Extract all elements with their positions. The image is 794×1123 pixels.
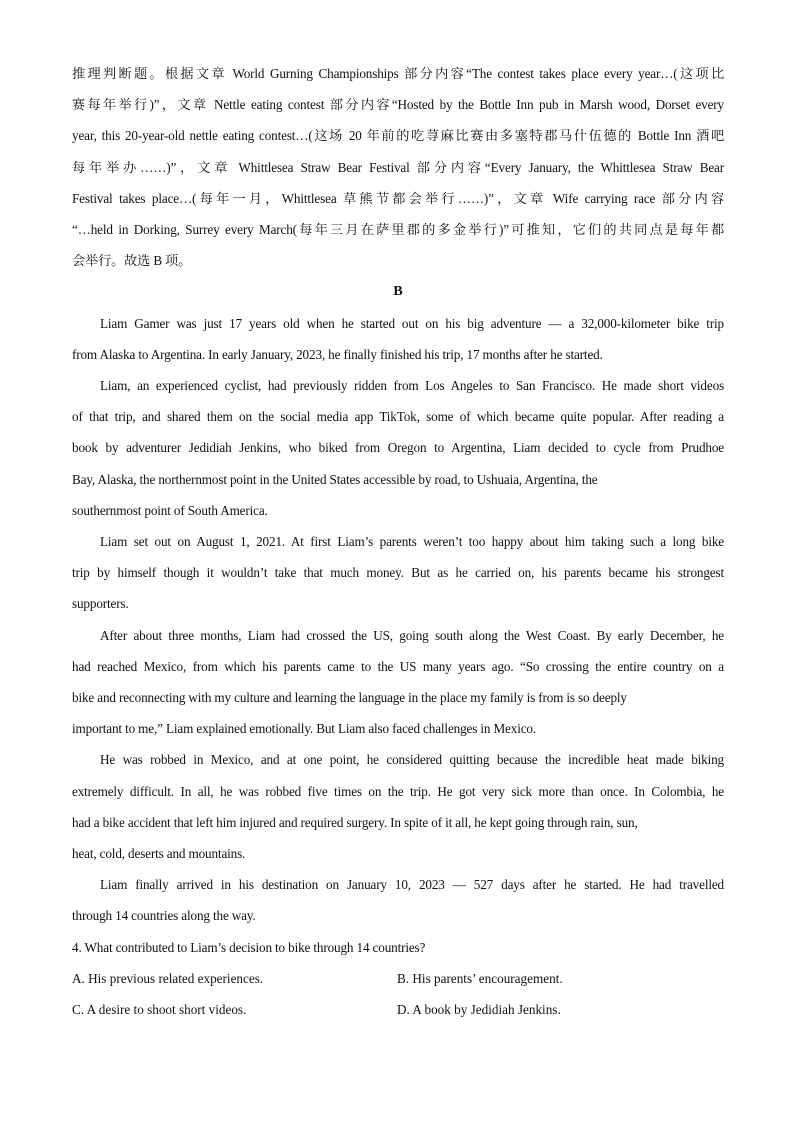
passage-line: Bay, Alaska, the northernmost point in the United States accessible by road, to Ushuaia, Argentina, the bbox=[72, 471, 598, 487]
passage-line: heat, cold, deserts and mountains. bbox=[72, 846, 246, 862]
passage-line: trip by himself though it wouldn’t take that much money. But as he carried on, his parents became his strongest bbox=[72, 565, 724, 581]
explanation-line: “…held in Dorking, Surrey every March(每年三月在萨里郡的多金举行)”可推知，它们的共同点是每年都 bbox=[72, 222, 724, 238]
passage-line: from Alaska to Argentina. In early January, 2023, he finally finished his trip, 17 months after he started. bbox=[72, 346, 603, 362]
passage-line: of that trip, and shared them on the social media app TikTok, some of which became quite popular. After reading a bbox=[72, 409, 724, 425]
passage-line: through 14 countries along the way. bbox=[72, 908, 256, 924]
explanation-block bbox=[72, 58, 724, 276]
passage-line: extremely difficult. In all, he was robbed five times on the trip. He got very sick more than once. In Colombia, he bbox=[72, 783, 724, 799]
passage-line: book by adventurer Jedidiah Jenkins, who biked from Oregon to Argentina, Liam decided to cycle from Prudhoe bbox=[72, 440, 724, 456]
explanation-line: Festival takes place…(每年一月，Whittlesea 草熊节都会举行……)”，文章 Wife carrying race 部分内容 bbox=[72, 190, 724, 206]
explanation-line: 赛每年举行)”，文章 Nettle eating contest 部分内容“Hosted by the Bottle Inn pub in Marsh wood, Dorset every bbox=[72, 97, 724, 113]
passage-line: bike and reconnecting with my culture and learning the language in the place my family is from is so deeply bbox=[72, 690, 627, 706]
explanation-line: year, this 20-year-old nettle eating contest…(这场 20 年前的吃荨麻比赛由多塞特郡马什伍德的 Bottle Inn 酒吧 bbox=[72, 128, 724, 144]
passage-line: southernmost point of South America. bbox=[72, 502, 268, 518]
passage-line: important to me,” Liam explained emotionally. But Liam also faced challenges in Mexico. bbox=[72, 721, 536, 737]
explanation-line: 会举行。故选 B 项。 bbox=[72, 253, 192, 269]
passage-line: Liam Gamer was just 17 years old when he started out on his big adventure — a 32,000-kilometer bike trip bbox=[100, 315, 724, 331]
passage-line: He was robbed in Mexico, and at one point, he considered quitting because the incredible heat made biking bbox=[100, 752, 724, 768]
passage-block bbox=[72, 308, 724, 932]
question-stem: 4. What contributed to Liam’s decision to bike through 14 countries? bbox=[72, 939, 426, 955]
passage-line: After about three months, Liam had crossed the US, going south along the West Coast. By early December, he bbox=[100, 627, 724, 643]
option-a: A. His previous related experiences. bbox=[72, 970, 264, 986]
section-title: B bbox=[393, 284, 403, 300]
passage-line: supporters. bbox=[72, 596, 129, 612]
passage-line: had a bike accident that left him injured and required surgery. In spite of it all, he kept going through rain, sun, bbox=[72, 814, 638, 830]
document-page bbox=[72, 58, 724, 1025]
option-d: D. A book by Jedidiah Jenkins. bbox=[397, 1002, 561, 1018]
option-b: B. His parents’ encouragement. bbox=[397, 970, 563, 986]
question-block bbox=[72, 932, 724, 1026]
options-row bbox=[72, 994, 724, 1025]
option-c: C. A desire to shoot short videos. bbox=[72, 1002, 247, 1018]
explanation-line: 推理判断题。根据文章 World Gurning Championships 部分内容“The contest takes place every year…(这项比 bbox=[72, 66, 724, 81]
passage-line: Liam, an experienced cyclist, had previously ridden from Los Angeles to San Francisco. He made short videos bbox=[100, 378, 724, 394]
explanation-line: 每年举办……)”，文章 Whittlesea Straw Bear Festival 部分内容“Every January, the Whittlesea Straw Bear bbox=[72, 159, 724, 175]
options-row bbox=[72, 963, 724, 994]
passage-line: had reached Mexico, from which his parents came to the US many years ago. “So crossing the entire country on a bbox=[72, 658, 724, 674]
passage-line: Liam set out on August 1, 2021. At first Liam’s parents weren’t too happy about him taking such a long bike bbox=[100, 534, 724, 550]
passage-line: Liam finally arrived in his destination on January 10, 2023 — 527 days after he started. He had travelled bbox=[100, 877, 724, 893]
